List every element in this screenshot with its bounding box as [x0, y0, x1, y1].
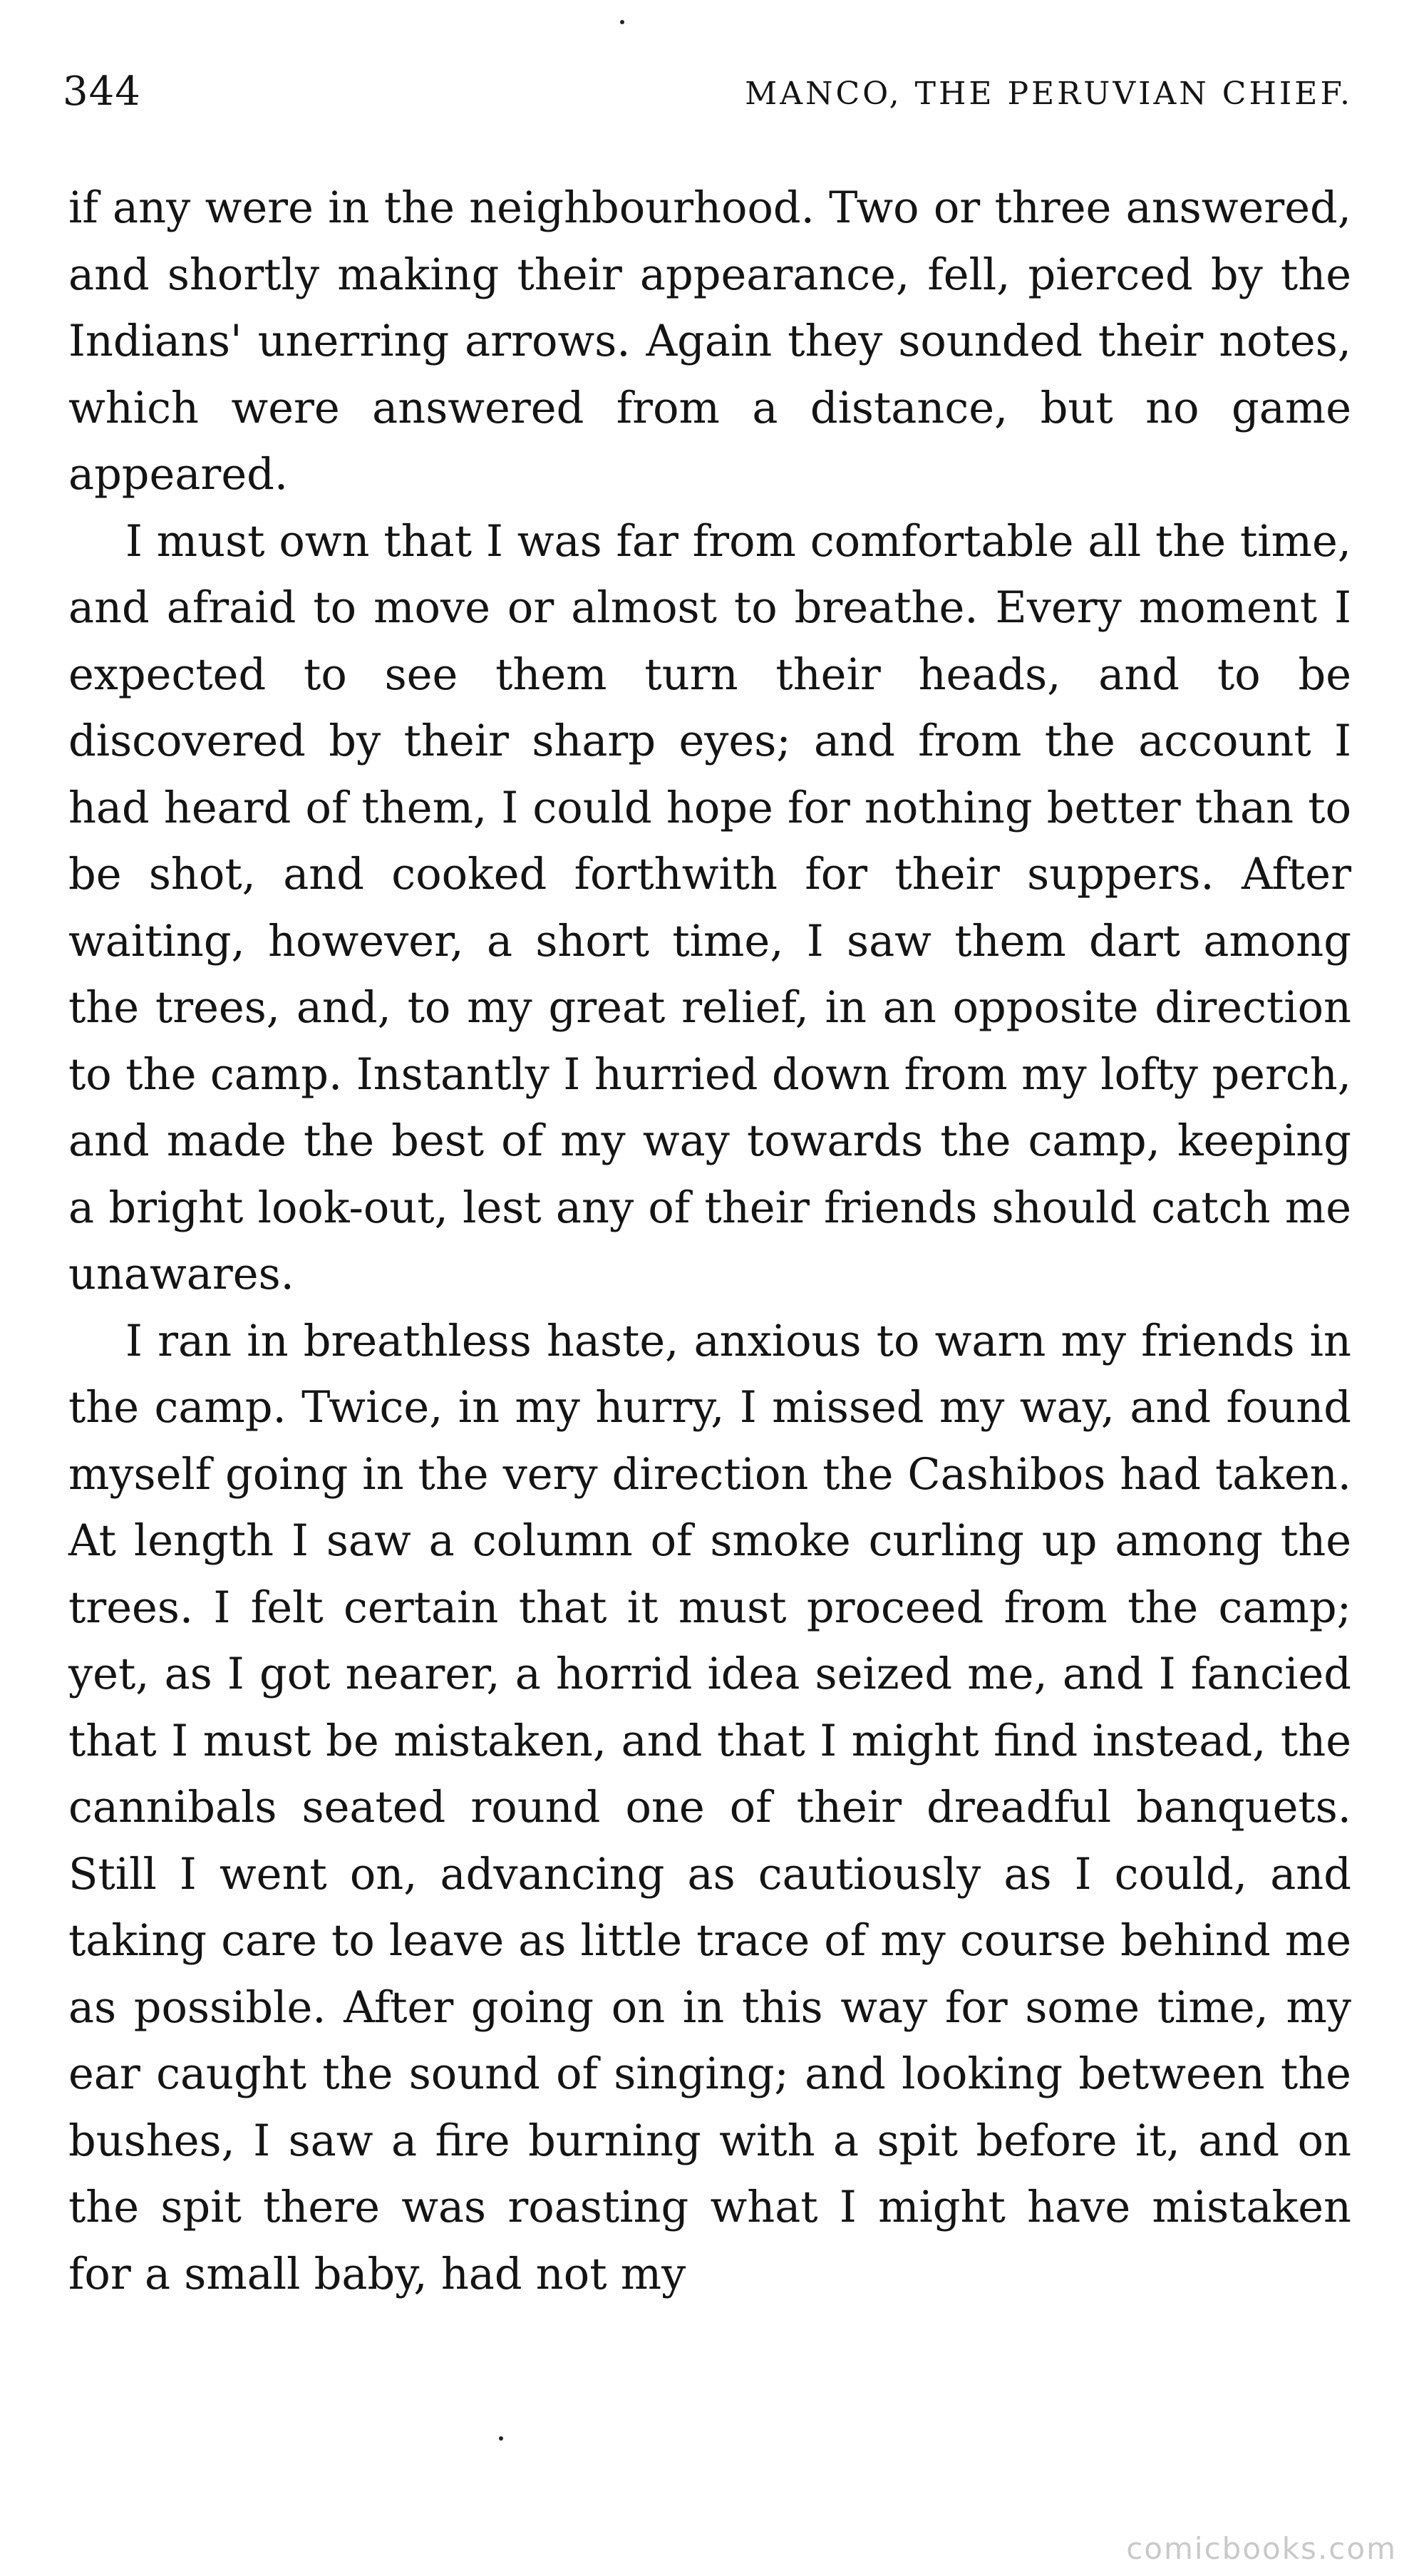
print-speck	[620, 20, 624, 24]
running-head: MANCO, THE PERUVIAN CHIEF.	[745, 76, 1353, 112]
paragraph: I must own that I was far from comfortable all the time, and afraid to move or almost to breathe. Every moment I expected to see them turn their heads, and to be discovered by their sharp eyes; and from the account I had heard of them, I could hope for nothing better than to be shot, and cooked forthwith for their suppers. After waiting, however, a short time, I saw them dart among the trees, and, to my great relief, in an opposite direction to the camp. Instantly I hurried down from my lofty perch, and made the best of my way towards the camp, keeping a bright look-out, lest any of their friends should catch me unawares.	[68, 516, 1351, 1299]
watermark: comicbooks.com	[1126, 2531, 1397, 2566]
paragraph: if any were in the neighbourhood. Two or three answered, and shortly making their appearance, fell, pierced by the Indians' unerring arrows. Again they sounded their notes, which were answered from a distance, but no game appeared.	[68, 183, 1351, 500]
page-number: 344	[63, 68, 141, 115]
body-text	[68, 175, 1351, 2308]
paragraph: I ran in breathless haste, anxious to warn my friends in the camp. Twice, in my hurry, I missed my way, and found myself going in the very direction the Cashibos had taken. At length I saw a column of smoke curling up among the trees. I felt certain that it must proceed from the camp; yet, as I got nearer, a horrid idea seized me, and I fancied that I must be mistaken, and that I might find instead, the cannibals seated round one of their dreadful banquets. Still I went on, advancing as cautiously as I could, and taking care to leave as little trace of my course behind me as possible. After going on in this way for some time, my ear caught the sound of singing; and looking between the bushes, I saw a fire burning with a spit before it, and on the spit there was roasting what I might have mistaken for a small baby, had not my	[68, 1316, 1351, 2299]
print-speck	[499, 2436, 503, 2441]
page-header	[63, 68, 1353, 125]
